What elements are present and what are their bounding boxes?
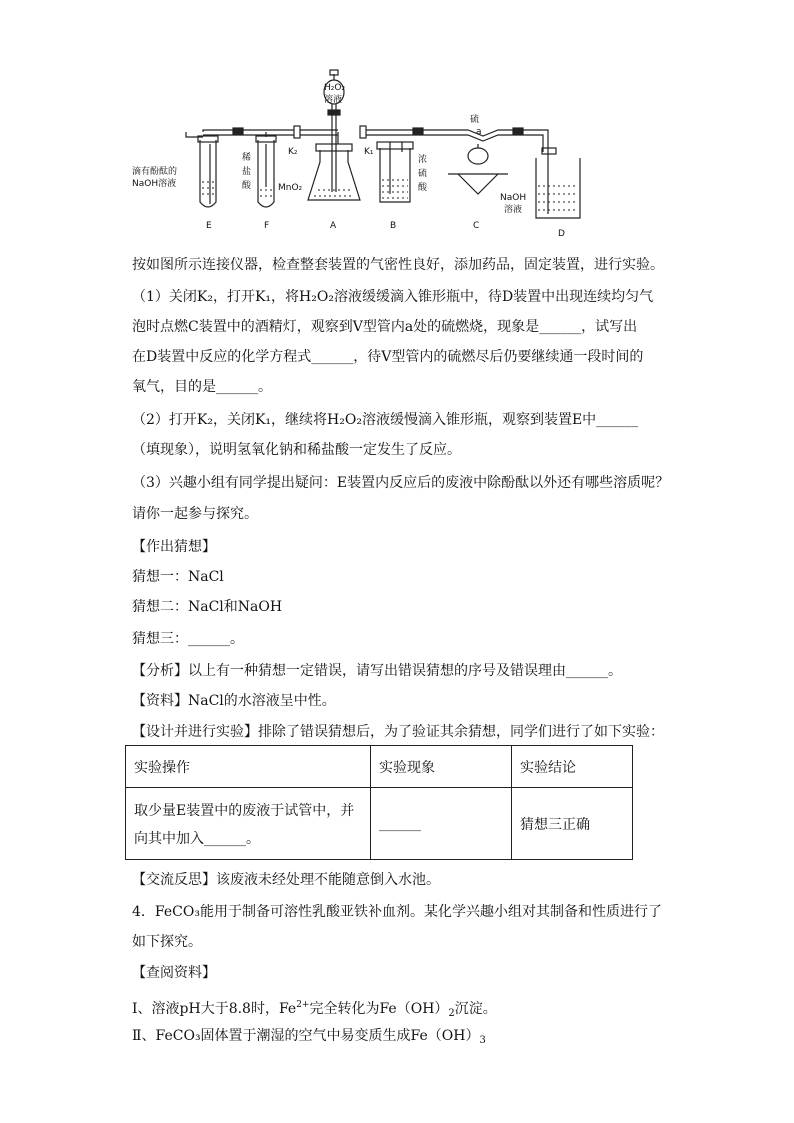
label-app-c: C bbox=[473, 221, 480, 231]
label-dilute-3: 酸 bbox=[242, 181, 252, 191]
question-1-line-3: 在D装置中反应的化学方程式______，待V型管内的硫燃尽后仍要继续通一段时间的 bbox=[132, 349, 644, 365]
label-k1: K₁ bbox=[364, 147, 374, 157]
reference-2-subscript: 3 bbox=[479, 1035, 486, 1046]
label-h2o2-solution: 溶液 bbox=[324, 95, 343, 105]
label-h2o2: H₂O₂ bbox=[324, 83, 346, 93]
question-2-line-1: （2）打开K₂，关闭K₁，继续将H₂O₂溶液缓慢滴入锥形瓶，观察到装置E中______ bbox=[132, 412, 639, 428]
label-naoh-solution: 溶液 bbox=[504, 205, 523, 215]
question-4-line-2: 如下探究。 bbox=[132, 934, 202, 950]
table-row bbox=[126, 788, 633, 860]
reference-1-superscript: 2+ bbox=[296, 1000, 310, 1010]
lookup-heading: 【查阅资料】 bbox=[132, 965, 216, 981]
guess-1: 猜想一：NaCl bbox=[132, 569, 224, 585]
table-header-cell: 实验结论 bbox=[512, 746, 633, 788]
label-point-a: a bbox=[476, 127, 482, 137]
table-header-cell: 实验操作 bbox=[126, 746, 371, 788]
table-header-cell: 实验现象 bbox=[371, 746, 512, 788]
label-naoh: NaOH bbox=[500, 193, 527, 203]
design-text: 【设计并进行实验】排除了错误猜想后，为了验证其余猜想，同学们进行了如下实验： bbox=[132, 724, 664, 740]
label-conc-3: 酸 bbox=[418, 183, 428, 193]
reference-1-part-c: 沉淀。 bbox=[454, 1001, 497, 1017]
label-e-reagent-1: 滴有酚酞的 bbox=[132, 167, 178, 177]
reference-2 bbox=[132, 1027, 486, 1050]
reference-2-part-a: Ⅱ、FeCO₃固体置于潮湿的空气中易变质生成Fe（OH） bbox=[132, 1028, 480, 1044]
label-app-a: A bbox=[330, 221, 337, 231]
question-1-line-2: 泡时点燃C装置中的酒精灯，观察到V型管内a处的硫燃烧，现象是______，试写出 bbox=[132, 319, 638, 335]
label-app-b: B bbox=[390, 221, 397, 231]
label-k2: K₂ bbox=[288, 147, 298, 157]
apparatus-diagram bbox=[128, 62, 588, 238]
intro-text: 按如图所示连接仪器，检查整套装置的气密性良好，添加药品，固定装置，进行实验。 bbox=[132, 257, 664, 273]
table-cell-phenomenon: ______ bbox=[371, 788, 512, 860]
label-sulfur: 硫 bbox=[470, 115, 480, 125]
operation-line-1: 取少量E装置中的废液于试管中，并 bbox=[134, 802, 355, 819]
label-conc-1: 浓 bbox=[418, 155, 428, 165]
label-dilute-1: 稀 bbox=[242, 153, 252, 163]
experiment-table bbox=[125, 745, 633, 860]
reference-1-part-b: 完全转化为Fe（OH） bbox=[309, 1001, 449, 1017]
guess-3: 猜想三：______。 bbox=[132, 631, 244, 647]
reference-1 bbox=[132, 996, 497, 1023]
question-1-line-1: （1）关闭K₂，打开K₁，将H₂O₂溶液缓缓滴入锥形瓶中，待D装置中出现连续均匀气 bbox=[132, 289, 654, 305]
table-header-row bbox=[126, 746, 633, 788]
label-dilute-2: 盐 bbox=[242, 167, 252, 177]
label-app-d: D bbox=[558, 229, 565, 238]
guess-2: 猜想二：NaCl和NaOH bbox=[132, 599, 283, 615]
question-2-line-2: （填现象），说明氢氧化钠和稀盐酸一定发生了反应。 bbox=[132, 442, 461, 458]
table-cell-conclusion: 猜想三正确 bbox=[512, 788, 633, 860]
question-3-line-1: （3）兴趣小组有同学提出疑问：E装置内反应后的废液中除酚酞以外还有哪些溶质呢？ bbox=[132, 475, 670, 491]
table-cell-operation bbox=[126, 788, 371, 860]
info-text: 【资料】NaCl的水溶液呈中性。 bbox=[132, 693, 336, 709]
label-app-f: F bbox=[264, 221, 270, 231]
analysis-text: 【分析】以上有一种猜想一定错误，请写出错误猜想的序号及错误理由______。 bbox=[132, 663, 622, 679]
question-3-line-2: 请你一起参与探究。 bbox=[132, 506, 258, 522]
label-e-reagent-2: NaOH溶液 bbox=[132, 179, 177, 189]
label-conc-2: 硫 bbox=[418, 169, 428, 179]
section-guess-heading: 【作出猜想】 bbox=[132, 539, 216, 555]
operation-line-2: 向其中加入______。 bbox=[134, 830, 260, 847]
label-app-e: E bbox=[206, 221, 212, 231]
question-4-line-1: 4．FeCO₃能用于制备可溶性乳酸亚铁补血剂。某化学兴趣小组对其制备和性质进行了 bbox=[132, 904, 662, 920]
question-1-line-4: 氧气，目的是______。 bbox=[132, 379, 272, 395]
reflection-text: 【交流反思】该废液未经处理不能随意倒入水池。 bbox=[132, 872, 440, 888]
reference-1-subscript: 2 bbox=[448, 1008, 455, 1019]
label-mno2: MnO₂ bbox=[278, 183, 303, 193]
reference-1-part-a: Ⅰ、溶液pH大于8.8时，Fe bbox=[132, 1001, 297, 1017]
